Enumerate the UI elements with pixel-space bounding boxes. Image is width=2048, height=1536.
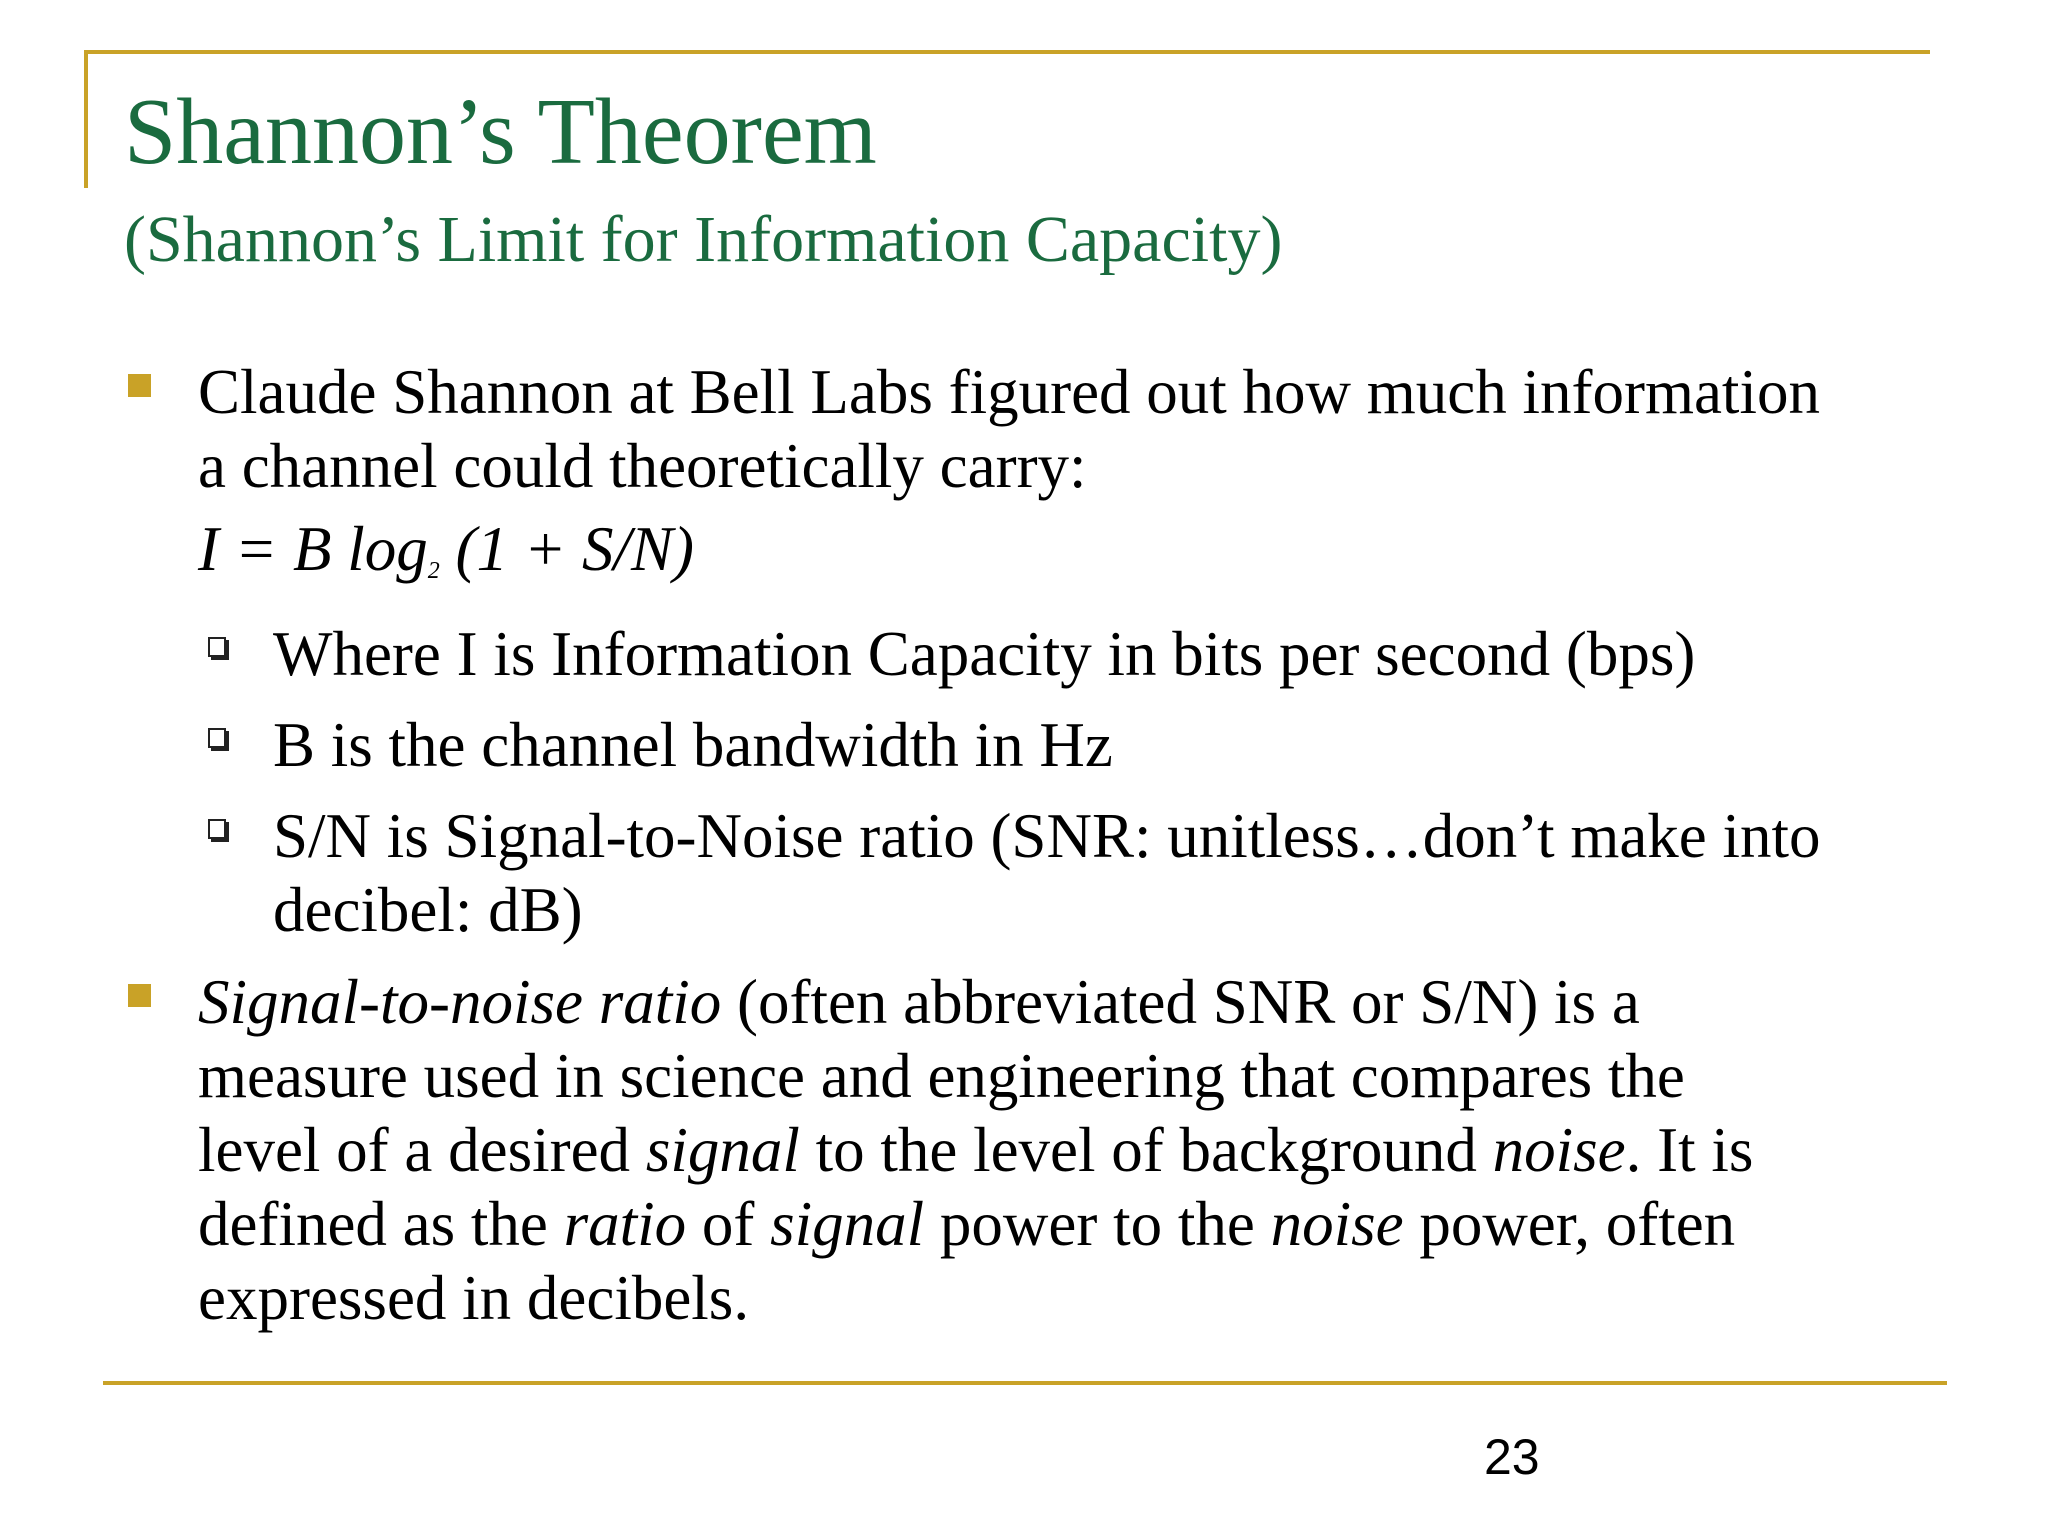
bullet-1-line-2: a channel could theoretically carry: — [198, 431, 1087, 501]
italic-noise: noise — [1492, 1115, 1626, 1185]
text-run: defined as the — [198, 1189, 564, 1259]
sub-bullet-2: B is the channel bandwidth in Hz — [273, 710, 1113, 780]
italic-noise: noise — [1270, 1189, 1404, 1259]
italic-signal: signal — [770, 1189, 925, 1259]
bullet-2-line-3 — [198, 1113, 1753, 1187]
formula-lhs: I = B log — [198, 514, 428, 584]
bottom-rule — [103, 1381, 1947, 1385]
italic-ratio: ratio — [563, 1189, 687, 1259]
text-run: of — [686, 1189, 771, 1259]
square-bullet-icon — [128, 374, 151, 397]
sub-bullet-3-line-1: S/N is Signal-to-Noise ratio (SNR: unitless…don’t make into — [273, 801, 1821, 871]
left-rule — [84, 50, 88, 188]
hollow-square-bullet-icon — [208, 819, 226, 839]
sub-bullet-1: Where I is Information Capacity in bits per second (bps) — [273, 619, 1696, 689]
bullet-1-line-1: Claude Shannon at Bell Labs figured out how much information — [198, 357, 1820, 427]
snr-term: Signal-to-noise ratio — [198, 967, 722, 1037]
bullet-2-line-1-rest: (often abbreviated SNR or S/N) is a — [721, 967, 1640, 1037]
bullet-2-line-4 — [198, 1187, 1735, 1261]
square-bullet-icon — [128, 984, 151, 1007]
top-rule — [84, 50, 1930, 54]
slide-title: Shannon’s Theorem — [124, 80, 877, 184]
capacity-formula — [198, 512, 694, 608]
hollow-square-bullet-icon — [208, 728, 226, 748]
page-number: 23 — [1484, 1429, 1540, 1485]
slide-subtitle: (Shannon’s Limit for Information Capacity) — [124, 203, 1283, 276]
hollow-square-bullet-icon — [208, 637, 226, 657]
text-run: to the level of background — [799, 1115, 1493, 1185]
text-run: . It is — [1625, 1115, 1754, 1185]
text-run: power, often — [1403, 1189, 1736, 1259]
italic-signal: signal — [645, 1115, 800, 1185]
formula-subscript: 2 — [427, 558, 440, 584]
bullet-2-line-2: measure used in science and engineering that compares the — [198, 1041, 1685, 1111]
text-run: level of a desired — [198, 1115, 646, 1185]
bullet-2-line-1 — [198, 965, 1640, 1039]
text-run: power to the — [924, 1189, 1271, 1259]
formula-rhs: (1 + S/N) — [439, 514, 694, 584]
sub-bullet-3-line-2: decibel: dB) — [273, 875, 583, 945]
bullet-2-line-5: expressed in decibels. — [198, 1263, 750, 1333]
